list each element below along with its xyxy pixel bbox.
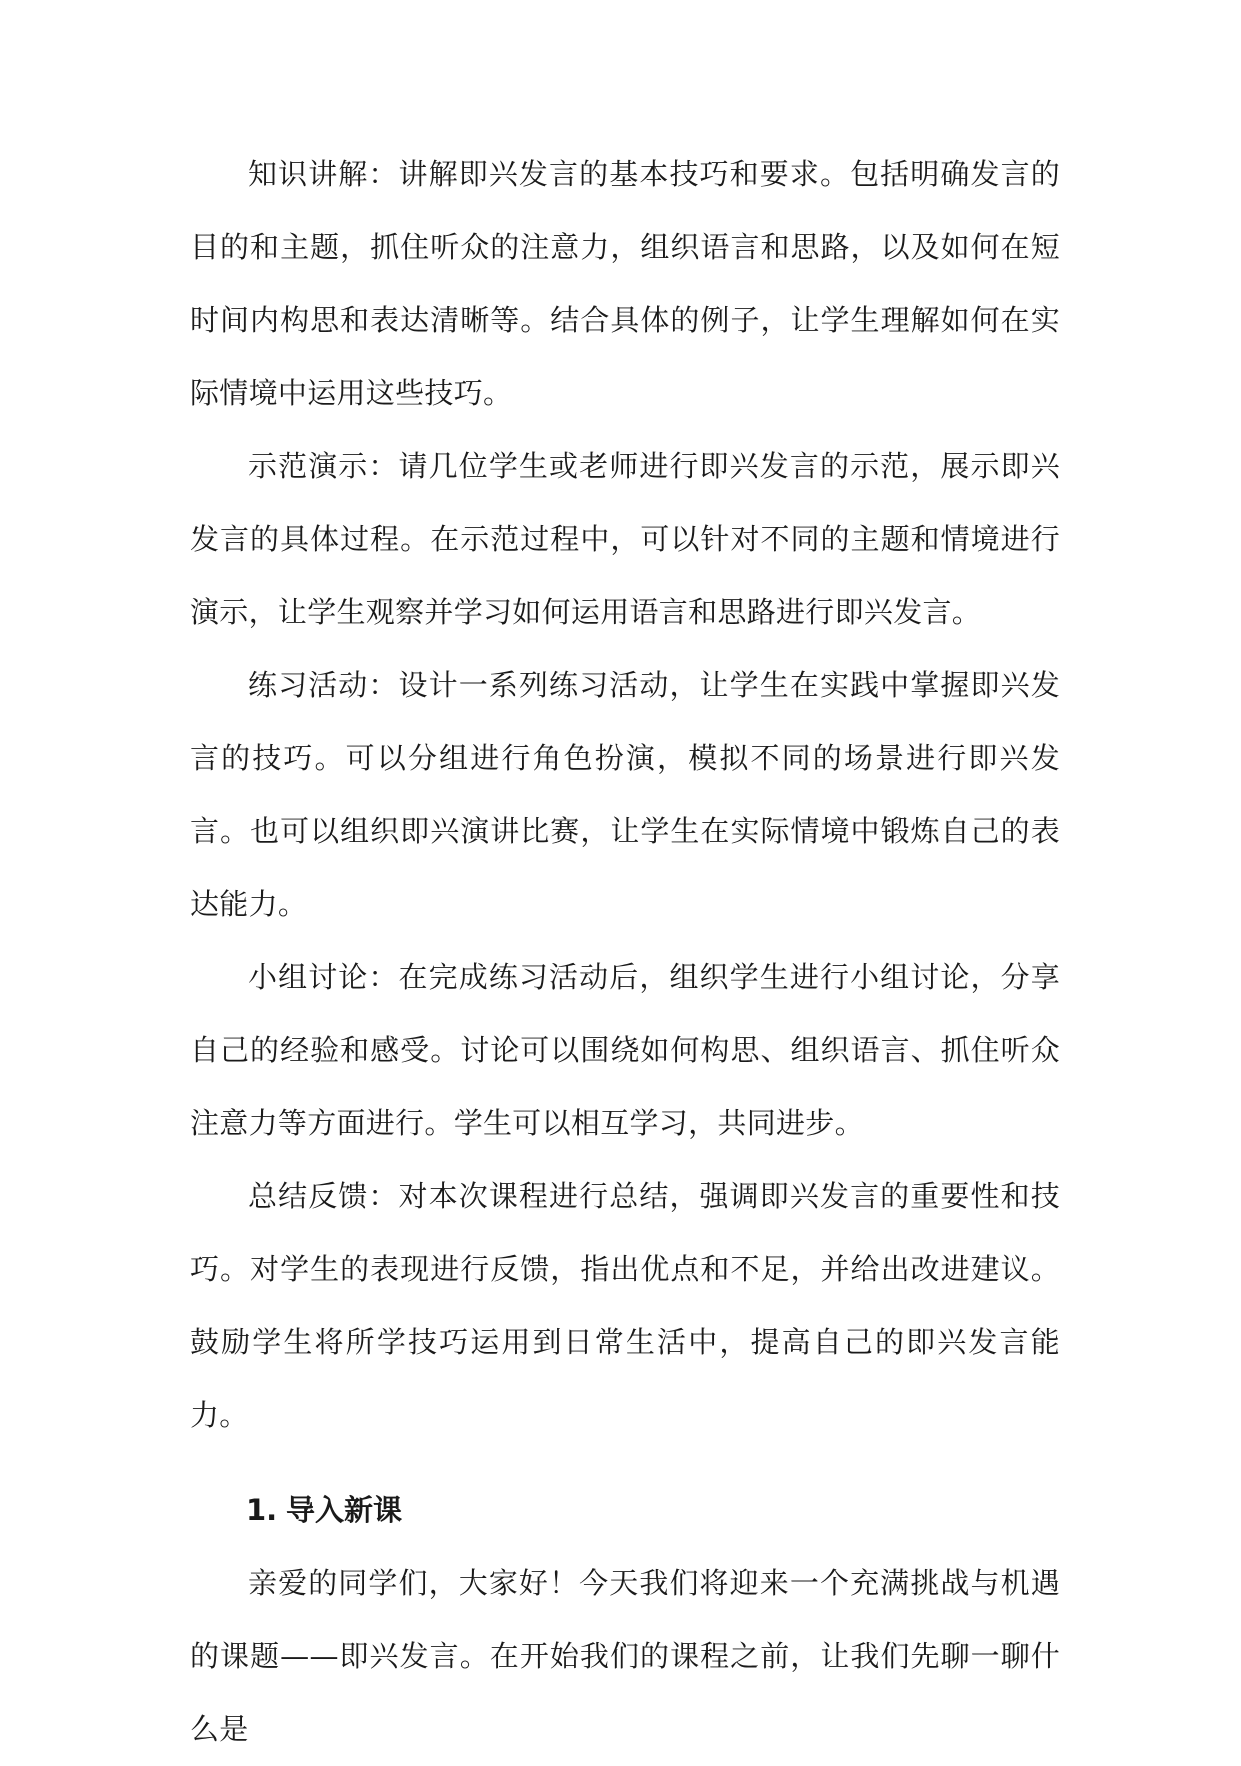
section-heading-title: 导入新课 xyxy=(286,1493,403,1527)
section-heading xyxy=(190,1474,1060,1547)
document-body xyxy=(190,138,1060,1766)
paragraph-practice-activity: 练习活动：设计一系列练习活动，让学生在实践中掌握即兴发言的技巧。可以分组进行角色扮演，模拟不同的场景进行即兴发言。也可以组织即兴演讲比赛，让学生在实际情境中锻炼自己的表达能力。 xyxy=(190,668,1060,921)
paragraph-summary-feedback: 总结反馈：对本次课程进行总结，强调即兴发言的重要性和技巧。对学生的表现进行反馈，指出优点和不足，并给出改进建议。鼓励学生将所学技巧运用到日常生活中，提高自己的即兴发言能力。 xyxy=(190,1179,1060,1432)
paragraph-knowledge-explanation: 知识讲解：讲解即兴发言的基本技巧和要求。包括明确发言的目的和主题，抓住听众的注意力，组织语言和思路，以及如何在短时间内构思和表达清晰等。结合具体的例子，让学生理解如何在实际情境中运用这些技巧。 xyxy=(190,157,1060,410)
section-heading-number: 1. xyxy=(246,1493,278,1527)
paragraph-group-discussion: 小组讨论：在完成练习活动后，组织学生进行小组讨论，分享自己的经验和感受。讨论可以围绕如何构思、组织语言、抓住听众注意力等方面进行。学生可以相互学习，共同进步。 xyxy=(190,960,1060,1140)
paragraph-intro: 亲爱的同学们，大家好！今天我们将迎来一个充满挑战与机遇的课题——即兴发言。在开始我们的课程之前，让我们先聊一聊什么是 xyxy=(190,1566,1060,1746)
paragraph-demonstration: 示范演示：请几位学生或老师进行即兴发言的示范，展示即兴发言的具体过程。在示范过程中，可以针对不同的主题和情境进行演示，让学生观察并学习如何运用语言和思路进行即兴发言。 xyxy=(190,449,1060,629)
